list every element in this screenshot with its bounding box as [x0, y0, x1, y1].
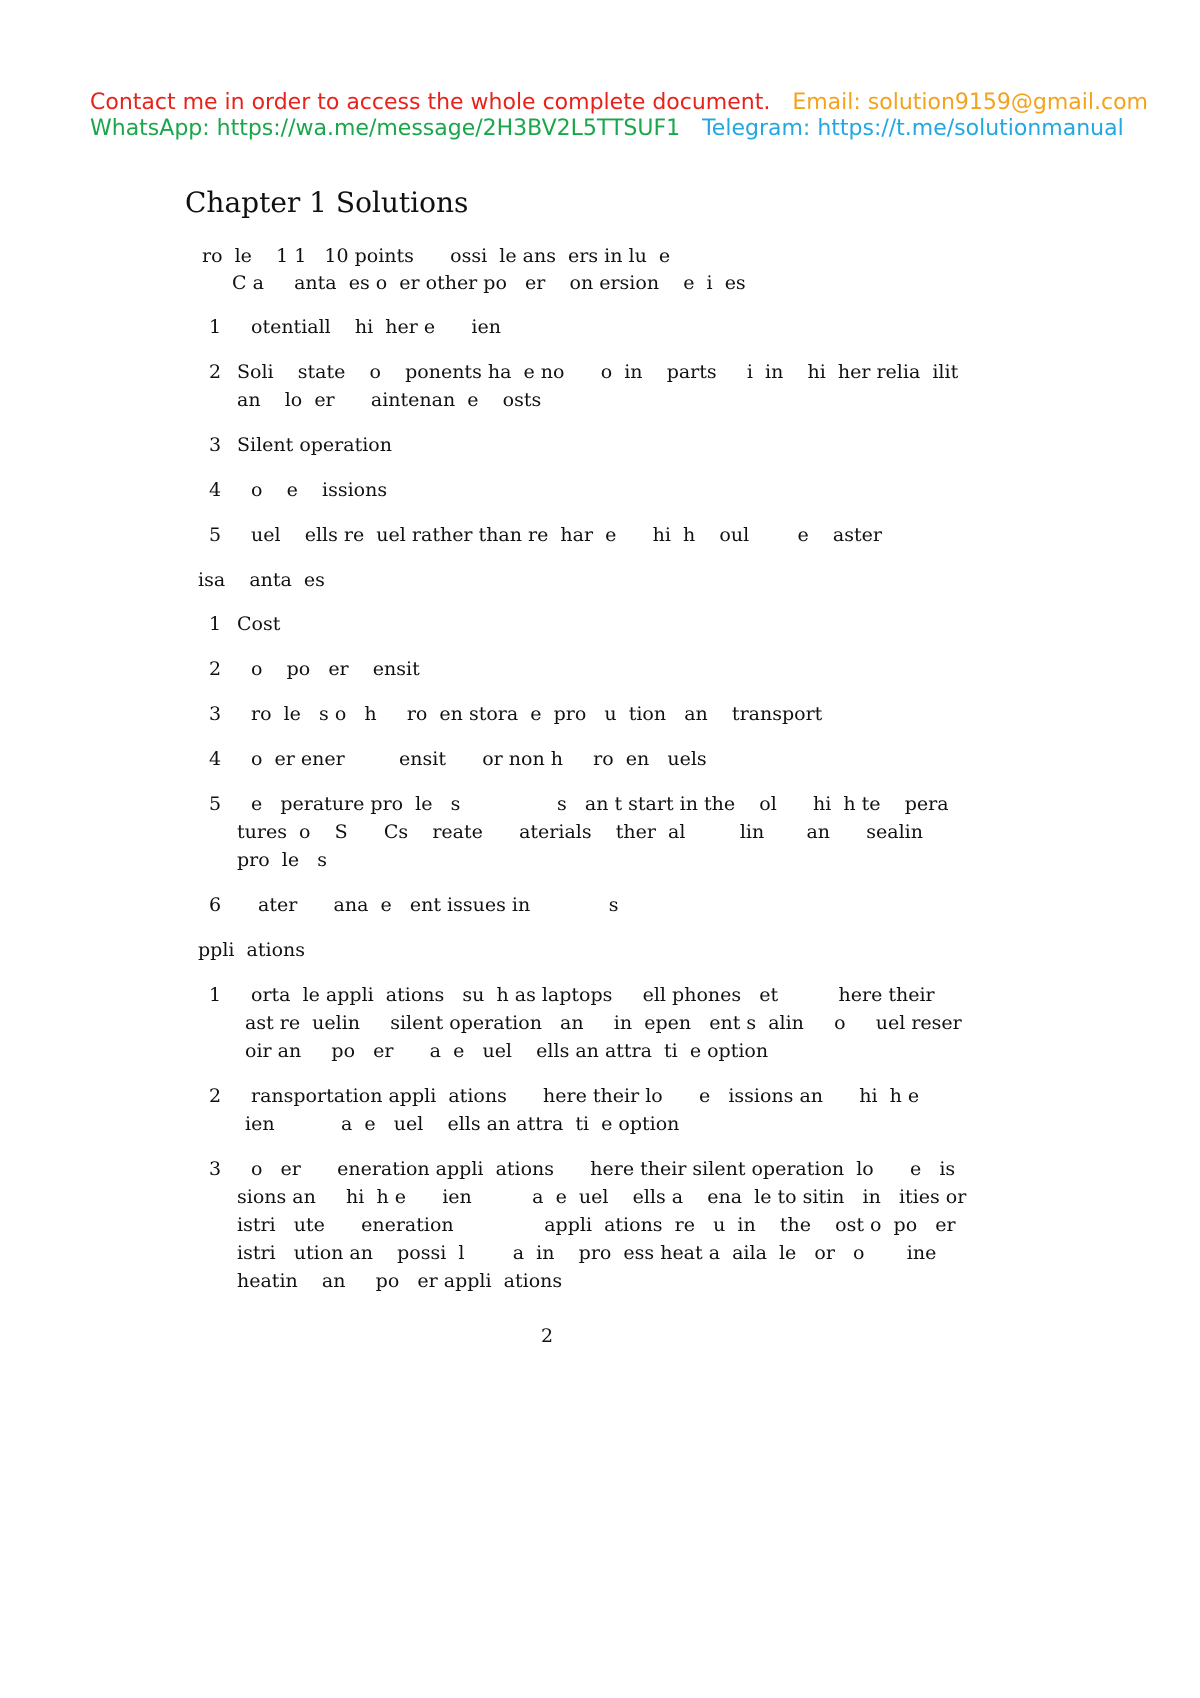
list-item: uel ells re uel rather than re har e hi h oul e aster	[251, 524, 882, 546]
disadvantages-heading: isa anta es	[198, 569, 325, 591]
list-item-continued: tures o S Cs reate aterials ther al lin an sealin	[237, 821, 923, 843]
applications-heading: ppli ations	[198, 939, 306, 961]
list-item-continued: istri ution an possi l a in pro ess heat a aila le or o ine	[237, 1242, 937, 1264]
whatsapp-link[interactable]: WhatsApp: https://wa.me/message/2H3BV2L5TTSUF1	[90, 116, 681, 141]
list-item: e perature pro le s s an t start in the ol hi h te pera	[251, 793, 949, 815]
list-number: 3	[209, 434, 222, 456]
list-number: 6	[209, 894, 222, 916]
contact-line-1	[90, 90, 1148, 115]
list-item-continued: heatin an po er appli ations	[237, 1270, 563, 1292]
list-number: 1	[209, 613, 222, 635]
list-item-continued: an lo er aintenan e osts	[237, 389, 542, 411]
contact-line-2	[90, 116, 1124, 141]
list-number: 1	[209, 316, 222, 338]
list-item-continued: ien a e uel ells an attra ti e option	[245, 1113, 680, 1135]
list-number: 5	[209, 524, 222, 546]
list-item: orta le appli ations su h as laptops ell phones et here their	[251, 984, 935, 1006]
list-number: 4	[209, 748, 222, 770]
list-number: 3	[209, 703, 222, 725]
list-item: o e issions	[251, 479, 388, 501]
list-number: 2	[209, 658, 222, 680]
list-item: Silent operation	[237, 434, 392, 456]
list-item-continued: oir an po er a e uel ells an attra ti e option	[245, 1040, 769, 1062]
email-link[interactable]: Email: solution9159@gmail.com	[792, 90, 1148, 115]
list-number: 1	[209, 984, 222, 1006]
list-item: Cost	[237, 613, 281, 635]
advantages-heading: C a anta es o er other po er on ersion e i es	[232, 272, 746, 294]
list-number: 2	[209, 1085, 222, 1107]
list-item: o er ener ensit or non h ro en uels	[251, 748, 707, 770]
list-item: ro le s o h ro en stora e pro u tion an transport	[251, 703, 823, 725]
list-number: 3	[209, 1158, 222, 1180]
chapter-title: Chapter 1 Solutions	[185, 186, 469, 219]
list-number: 4	[209, 479, 222, 501]
list-item-continued: pro le s	[237, 849, 327, 871]
list-item-continued: istri ute eneration appli ations re u in the ost o po er	[237, 1214, 956, 1236]
list-item: o po er ensit	[251, 658, 420, 680]
list-item: o er eneration appli ations here their silent operation lo e is	[251, 1158, 956, 1180]
list-number: 2	[209, 361, 222, 383]
telegram-link[interactable]: Telegram: https://t.me/solutionmanual	[702, 116, 1124, 141]
list-item: Soli state o ponents ha e no o in parts i in hi her relia ilit	[237, 361, 959, 383]
page-number: 2	[541, 1325, 554, 1347]
list-item: ransportation appli ations here their lo e issions an hi h e	[251, 1085, 920, 1107]
list-item-continued: ast re uelin silent operation an in epen ent s alin o uel reser	[245, 1012, 962, 1034]
contact-message: Contact me in order to access the whole complete document.	[90, 90, 771, 115]
list-number: 5	[209, 793, 222, 815]
list-item-continued: sions an hi h e ien a e uel ells a ena le to sitin in ities or	[237, 1186, 967, 1208]
list-item: ater ana e ent issues in s	[258, 894, 619, 916]
problem-heading: ro le 1 1 10 points ossi le ans ers in lu e	[202, 245, 671, 267]
list-item: otentiall hi her e ien	[251, 316, 501, 338]
